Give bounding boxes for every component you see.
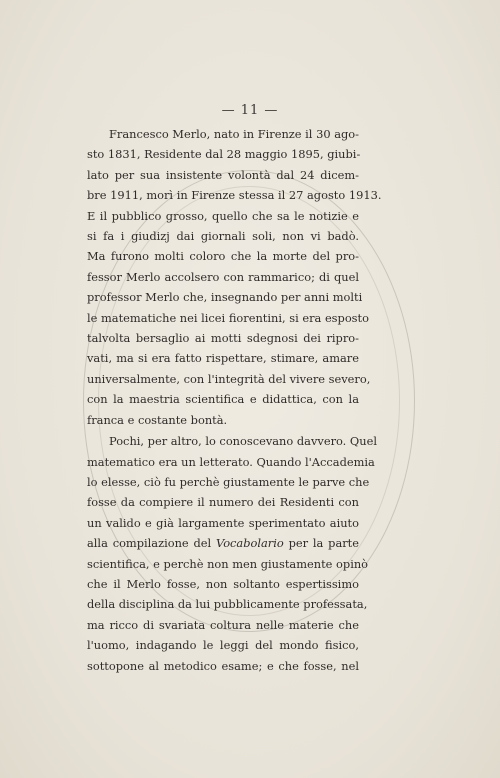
text-line: sottopone al metodico esame; e che fosse, nel xyxy=(87,658,359,673)
text-line: si fa i giudizj dai giornali soli, non vi badò. xyxy=(87,229,359,244)
text-segment: alla compilazione del xyxy=(87,536,217,551)
paragraph-1 xyxy=(87,124,382,430)
text-line: della disciplina da lui pubblicamente professata, xyxy=(87,597,368,612)
text-line: fessor Merlo accolsero con rammarico; di quel xyxy=(87,269,359,284)
text-line: bre 1911, morì in Firenze stessa il 27 agosto 1913. xyxy=(87,188,382,203)
text-line: fosse da compiere il numero dei Residenti con xyxy=(87,495,359,510)
text-line: vati, ma si era fatto rispettare, stimare, amare xyxy=(87,351,359,366)
page-number: — 11 — xyxy=(221,103,279,118)
italic-word: Vocabolario xyxy=(216,536,284,551)
text-line-with-italic xyxy=(87,533,359,553)
text-line: Francesco Merlo, nato in Firenze il 30 ago- xyxy=(109,127,359,141)
text-line: matematico era un letterato. Quando l'Accademia xyxy=(87,454,375,469)
text-line: ma ricco di svariata coltura nelle materie che xyxy=(87,617,359,632)
text-line: sto 1831, Residente dal 28 maggio 1895, giubi- xyxy=(87,147,361,162)
text-line: le matematiche nei licei fiorentini, si era esposto xyxy=(87,310,369,325)
text-line: E il pubblico grosso, quello che sa le notizie e xyxy=(87,208,359,223)
text-line: lo elesse, ciò fu perchè giustamente le parve che xyxy=(87,474,370,489)
text-line: talvolta bersaglio ai motti sdegnosi dei ripro- xyxy=(87,331,359,346)
text-line: un valido e già largamente sperimentato aiuto xyxy=(87,515,359,530)
text-line: con la maestria scientifica e didattica, con la xyxy=(87,392,359,407)
text-segment: per la parte xyxy=(283,536,359,551)
body-text xyxy=(87,124,382,676)
text-line: Ma furono molti coloro che la morte del pro- xyxy=(87,249,359,264)
text-line: Pochi, per altro, lo conoscevano davvero. Quel xyxy=(109,434,377,449)
text-line: professor Merlo che, insegnando per anni molti xyxy=(87,290,363,305)
text-line: che il Merlo fosse, non soltanto espertissimo xyxy=(87,576,359,591)
text-line: scientifica, e perchè non men giustamente opinò xyxy=(87,556,369,571)
text-line: universalmente, con l'integrità del vivere severo, xyxy=(87,371,371,386)
paragraph-2 xyxy=(87,431,377,676)
text-line: lato per sua insistente volontà dal 24 dicem- xyxy=(87,167,359,182)
text-line: l'uomo, indagando le leggi del mondo fisico, xyxy=(87,638,359,653)
text-line: franca e costante bontà. xyxy=(87,412,228,427)
